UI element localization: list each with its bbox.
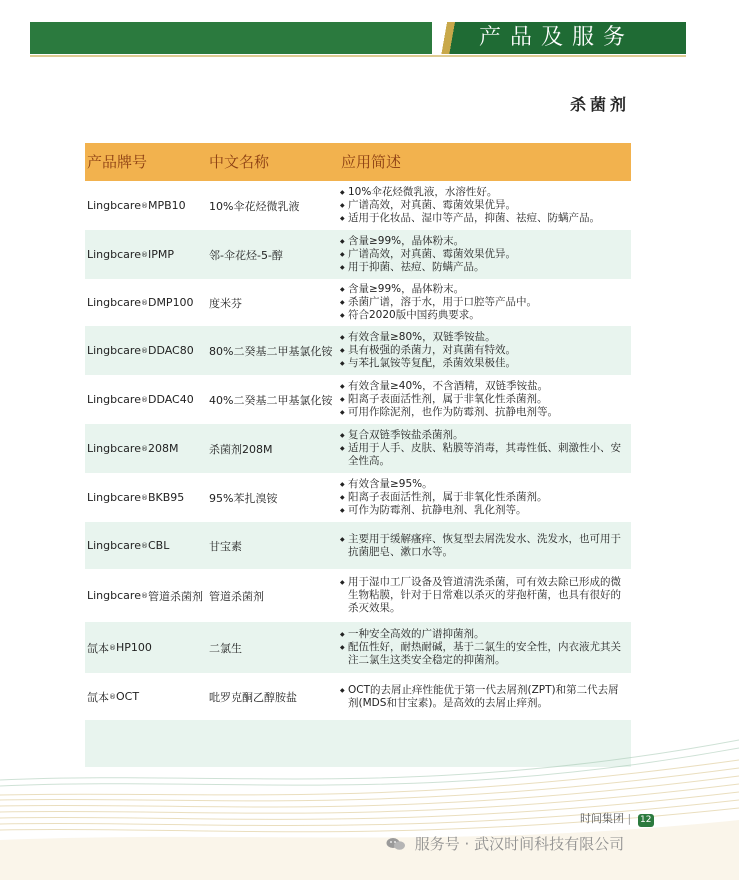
header-stripe — [432, 22, 466, 54]
description-bullet: ◆ 10%伞花烃微乳液，水溶性好。 — [341, 186, 629, 199]
header-left-block — [30, 22, 432, 54]
cell-description — [341, 569, 629, 622]
table-row — [85, 569, 631, 622]
cell-description — [341, 181, 629, 230]
registered-mark: ® — [140, 346, 148, 355]
brand-model: DDAC40 — [147, 393, 194, 406]
cell-chinese-name: 度米芬 — [209, 296, 242, 310]
brand-model: 208M — [147, 442, 179, 455]
header-underline — [30, 55, 686, 57]
cell-brand — [87, 522, 169, 569]
description-bullet: ◆ 用于抑菌、祛痘、防螨产品。 — [341, 261, 629, 274]
cell-description — [341, 622, 629, 673]
table-row — [85, 326, 631, 375]
wechat-icon — [386, 837, 406, 851]
brand-model: DMP100 — [147, 296, 194, 309]
table-row — [85, 375, 631, 424]
description-bullet: ◆ 含量≥99%，晶体粉末。 — [341, 283, 629, 296]
registered-mark: ® — [140, 250, 148, 259]
cell-description — [341, 279, 629, 326]
description-bullet: ◆ 适用于人手、皮肤、粘膜等消毒，其毒性低、刺激性小、安全性高。 — [341, 442, 629, 468]
description-bullet: ◆ 与苯扎氯铵等复配，杀菌效果极佳。 — [341, 357, 629, 370]
registered-mark: ® — [140, 201, 148, 210]
cell-chinese-name: 甘宝素 — [209, 539, 242, 553]
brand-model: MPB10 — [147, 199, 186, 212]
brand-model: CBL — [147, 539, 170, 552]
cell-brand — [87, 230, 174, 279]
registered-mark: ® — [109, 692, 116, 701]
cell-description — [341, 230, 629, 279]
description-bullet: ◆ 主要用于缓解瘙痒、恢复型去屑洗发水、洗发水，也可用于抗菌肥皂、漱口水等。 — [341, 533, 629, 559]
table-row — [85, 473, 631, 522]
registered-mark: ® — [140, 591, 148, 600]
description-bullet: ◆ 可用作除泥剂，也作为防霉剂、抗静电剂等。 — [341, 406, 629, 419]
cell-chinese-name: 95%苯扎溴铵 — [209, 491, 278, 505]
brand-name: Lingbcare — [87, 539, 141, 552]
description-bullet: ◆ 阳离子表面活性剂，属于非氧化性杀菌剂。 — [341, 393, 629, 406]
brand-model: IPMP — [147, 248, 174, 261]
table-row — [85, 230, 631, 279]
watermark-text: 服务号 · 武汉时间科技有限公司 — [414, 835, 625, 853]
cell-chinese-name: 40%二癸基二甲基氯化铵 — [209, 393, 333, 407]
cell-chinese-name: 吡罗克酮乙醇胺盐 — [209, 690, 297, 704]
brand-name: Lingbcare — [87, 393, 141, 406]
cell-description — [341, 375, 629, 424]
table-row — [85, 181, 631, 230]
brand-name: Lingbcare — [87, 589, 141, 602]
brand-name: Lingbcare — [87, 442, 141, 455]
description-bullet: ◆ 广谱高效，对真菌、霉菌效果优异。 — [341, 248, 629, 261]
description-bullet: ◆ 复合双链季铵盐杀菌剂。 — [341, 429, 629, 442]
description-bullet: ◆ 有效含量≥80%，双链季铵盐。 — [341, 331, 629, 344]
column-header-desc: 应用简述 — [341, 153, 402, 171]
product-table — [85, 143, 631, 767]
description-bullet: ◆ 广谱高效，对真菌、霉菌效果优异。 — [341, 199, 629, 212]
registered-mark: ® — [140, 395, 148, 404]
cell-description — [341, 326, 629, 375]
cell-brand — [87, 473, 184, 522]
cell-chinese-name: 80%二癸基二甲基氯化铵 — [209, 344, 333, 358]
cell-description — [341, 424, 629, 473]
cell-brand — [87, 181, 186, 230]
brand-name: 氙本 — [87, 690, 109, 704]
description-bullet: ◆ 可作为防霉剂、抗静电剂、乳化剂等。 — [341, 504, 629, 517]
description-bullet: ◆ 具有极强的杀菌力，对真菌有特效。 — [341, 344, 629, 357]
description-bullet: ◆ 配伍性好，耐热耐碱，基于二氯生的安全性，内衣液尤其关注二氯生这类安全稳定的抑菌剂。 — [341, 641, 629, 667]
table-header — [85, 143, 631, 181]
description-bullet: ◆ 有效含量≥40%，不含酒精，双链季铵盐。 — [341, 380, 629, 393]
table-row — [85, 622, 631, 673]
watermark — [386, 833, 624, 854]
brand-name: Lingbcare — [87, 199, 141, 212]
description-bullet: ◆ 适用于化妆品、湿巾等产品，抑菌、祛痘、防螨产品。 — [341, 212, 629, 225]
brand-name: 氙本 — [87, 641, 109, 655]
description-bullet: ◆ OCT的去屑止痒性能优于第一代去屑剂(ZPT)和第二代去屑剂(MDS和甘宝素)。是高效的去屑止痒剂。 — [341, 684, 629, 710]
registered-mark: ® — [140, 541, 148, 550]
registered-mark: ® — [140, 493, 148, 502]
cell-description — [341, 473, 629, 522]
cell-brand — [87, 424, 178, 473]
brand-name: Lingbcare — [87, 344, 141, 357]
column-header-name: 中文名称 — [209, 153, 270, 171]
cell-description — [341, 522, 629, 569]
header-band — [30, 22, 686, 54]
brand-name: Lingbcare — [87, 296, 141, 309]
brand-model: HP100 — [116, 641, 152, 654]
description-bullet: ◆ 一种安全高效的广谱抑菌剂。 — [341, 628, 629, 641]
registered-mark: ® — [140, 444, 148, 453]
description-bullet: ◆ 杀菌广谱，溶于水，用于口腔等产品中。 — [341, 296, 629, 309]
section-title: 杀菌剂 — [569, 95, 630, 114]
brand-model: OCT — [116, 690, 140, 703]
decorative-waves — [0, 700, 739, 880]
description-bullet: ◆ 符合2020版中国药典要求。 — [341, 309, 629, 322]
brand-model: DDAC80 — [147, 344, 194, 357]
registered-mark: ® — [140, 298, 148, 307]
cell-brand — [87, 569, 203, 622]
cell-chinese-name: 杀菌剂208M — [209, 442, 273, 456]
column-header-brand: 产品牌号 — [87, 153, 148, 171]
cell-chinese-name: 10%伞花烃微乳液 — [209, 199, 300, 213]
cell-chinese-name: 管道杀菌剂 — [209, 589, 264, 603]
table-row — [85, 522, 631, 569]
cell-brand — [87, 375, 194, 424]
cell-brand — [87, 326, 194, 375]
brand-model: BKB95 — [147, 491, 185, 504]
page-number: 12 — [638, 814, 654, 827]
header-title: 产品及服务 — [478, 25, 634, 50]
description-bullet: ◆ 阳离子表面活性剂，属于非氧化性杀菌剂。 — [341, 491, 629, 504]
table-row — [85, 279, 631, 326]
table-row — [85, 424, 631, 473]
table-body — [85, 181, 631, 720]
description-bullet: ◆ 有效含量≥95%。 — [341, 478, 629, 491]
brand-model: 管道杀菌剂 — [147, 589, 203, 603]
brand-name: Lingbcare — [87, 491, 141, 504]
description-bullet: ◆ 含量≥99%，晶体粉末。 — [341, 235, 629, 248]
cell-chinese-name: 二氯生 — [209, 641, 242, 655]
cell-brand — [87, 622, 152, 673]
cell-chinese-name: 邻-伞花烃-5-醇 — [209, 248, 283, 262]
registered-mark: ® — [109, 643, 116, 652]
description-bullet: ◆ 用于湿巾工厂设备及管道清洗杀菌，可有效去除已形成的微生物粘膜，针对于日常难以杀灭的芽孢杆菌，也具有很好的杀灭效果。 — [341, 576, 629, 615]
page-footer: 时间集团 | 12 — [580, 810, 654, 827]
footer-company: 时间集团 — [580, 812, 624, 825]
brand-name: Lingbcare — [87, 248, 141, 261]
cell-brand — [87, 279, 194, 326]
